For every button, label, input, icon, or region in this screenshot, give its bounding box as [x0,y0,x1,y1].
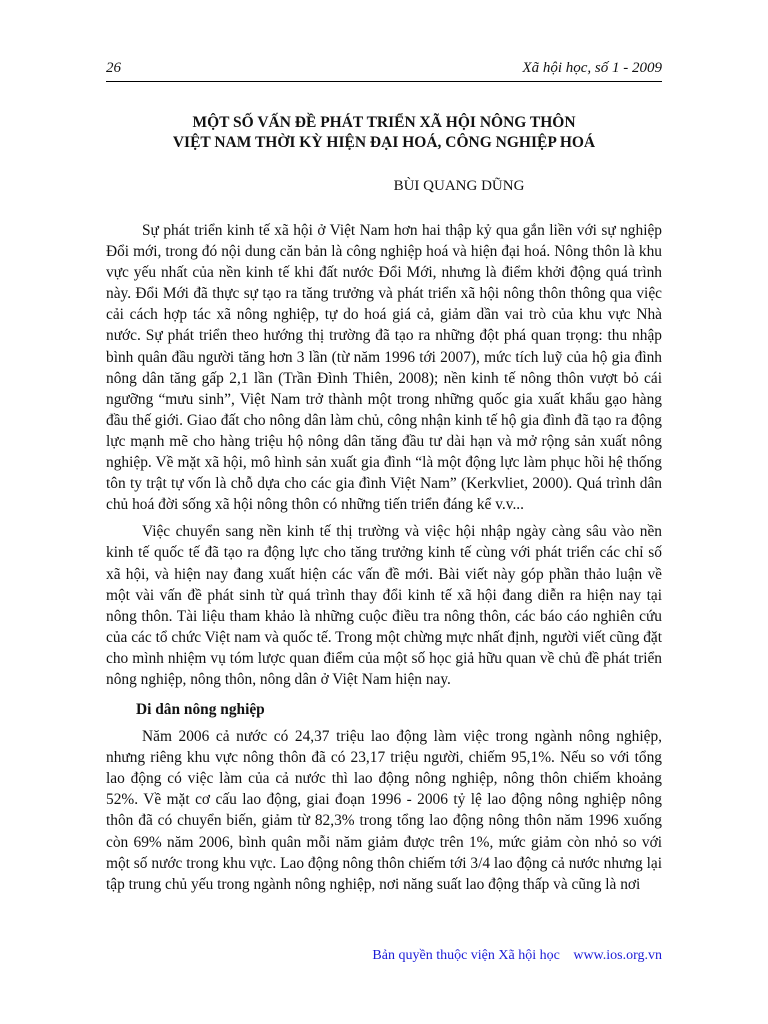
paragraph-purpose: Việc chuyển sang nền kinh tế thị trường và việc hội nhập ngày càng sâu vào nền kinh tế quốc tế đã tạo ra động lực cho tăng trưởng kinh tế cùng với phát triển các chỉ số xã hội, và hiện nay đang xuất hiện các vấn đề mới. Bài viết này góp phần thảo luận về một vài vấn đề phát sinh từ quá trình thay đổi kinh tế xã hội đang diễn ra hiện nay tại nông thôn. Tài liệu tham khảo là những cuộc điều tra nông thôn, các báo cáo nghiên cứu của các tổ chức Việt nam và quốc tế. Trong một chừng mực nhất định, người viết cũng đặt cho mình nhiệm vụ tóm lược quan điểm của một số học giả hữu quan về chủ đề phát triển nông nghiệp, nông thôn, nông dân ở Việt Nam hiện nay. [106,523,662,688]
journal-issue: Xã hội học, số 1 - 2009 [522,60,662,76]
copyright-text: Bản quyền thuộc viện Xã hội học [372,948,560,963]
header-rule [106,81,662,82]
website-link[interactable]: www.ios.org.vn [573,948,662,963]
title-line-1: MỘT SỐ VẤN ĐỀ PHÁT TRIỂN XÃ HỘI NÔNG THÔN [192,114,576,131]
author-name: BÙI QUANG DŨNG [393,178,525,194]
page-number: 26 [106,60,121,76]
running-header [106,58,662,78]
copyright-footer [362,946,662,966]
paragraph-migration: Năm 2006 cả nước có 24,37 triệu lao động làm việc trong ngành nông nghiệp, nhưng riêng khu vực nông thôn đã có 23,17 triệu người, chiếm 95,1%. Nếu so với tổng lao động có việc làm của cả nước thì lao động nông nghiệp, nông thôn chiếm khoảng 52%. Về mặt cơ cấu lao động, giai đoạn 1996 - 2006 tỷ lệ lao động nông nghiệp nông thôn đã có chuyển biến, giảm từ 82,3% trong tổng lao động nông thôn năm 1996 xuống còn 69% năm 2006, bình quân mỗi năm giảm được trên 1%, mức giảm còn nhỏ so với một số nước trong khu vực. Lao động nông thôn chiếm tới 3/4 lao động cả nước nhưng lại tập trung chủ yếu trong ngành nông nghiệp, nơi năng suất lao động thấp và cũng là nơi [106,728,662,893]
section-heading: Di dân nông nghiệp [136,701,265,719]
paragraph-intro: Sự phát triển kinh tế xã hội ở Việt Nam hơn hai thập kỷ qua gắn liền với sự nghiệp Đổi mới, trong đó nội dung căn bản là công nghiệp hoá và hiện đại hoá. Nông thôn là khu vực yếu nhất của nền kinh tế khi đất nước Đổi Mới, nhưng là điểm khởi động quá trình này. Đổi Mới đã thực sự tạo ra tăng trưởng và phát triển xã hội nông thôn thông qua việc cải cách hợp tác xã nông nghiệp, tự do hoá giá cả, giảm dần vai trò của khu vực Nhà nước. Sự phát triển theo hướng thị trường đã tạo ra những đột phá quan trọng: thu nhập bình quân đầu người tăng hơn 3 lần (từ năm 1996 tới 2007), mức tích luỹ của hộ gia đình nông dân tăng gấp 2,1 lần (Trần Đình Thiên, 2008); nền kinh tế nông thôn vượt bỏ cái ngưỡng “mưu sinh”, Việt Nam trở thành một trong những quốc gia xuất khẩu gạo hàng đầu thế giới. Giao đất cho nông dân làm chủ, công nhận kinh tế hộ gia đình đã tạo ra động lực mạnh mẽ cho hàng triệu hộ nông dân tăng đầu tư dài hạn và mở rộng sản xuất nông nghiệp. Về mặt xã hội, mô hình sản xuất gia đình “là một động lực làm phục hồi hệ thống tôn ty trật tự vốn là chỗ dựa cho các gia đình Việt Nam” (Kerkvliet, 2000). Quá trình dân chủ hoá đời sống xã hội nông thôn có những tiến triển đáng kể v.v... [106,222,662,514]
article-body [106,220,662,901]
article-title [106,113,662,153]
title-line-2: VIỆT NAM THỜI KỲ HIỆN ĐẠI HOÁ, CÔNG NGHIỆP HOÁ [172,134,596,151]
